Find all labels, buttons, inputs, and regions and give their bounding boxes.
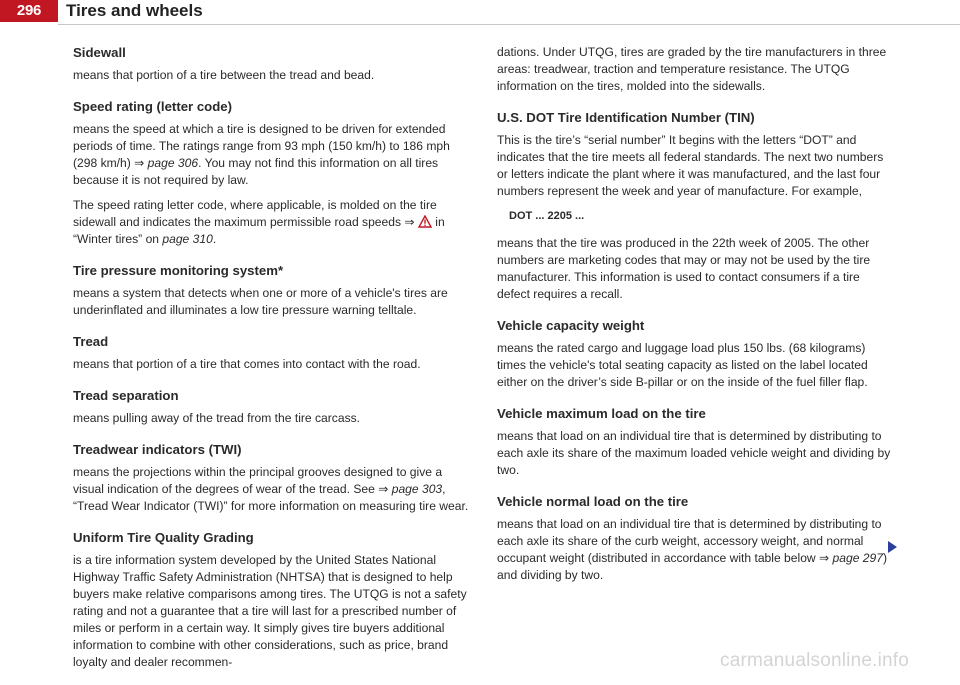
glossary-entry-tread-separation — [73, 387, 471, 427]
glossary-entry-utqg-continued — [497, 44, 895, 95]
entry-heading: Tread separation — [73, 388, 179, 403]
entry-heading: Vehicle capacity weight — [497, 318, 645, 333]
entry-text: means that load on an individual tire that is determined by distributing to each axle its share of the curb weight, accessory weight, and normal occupant weight (distributed in accordance with table below ⇒ page 297) and dividing by two. — [497, 517, 887, 582]
glossary-entry-tin — [497, 109, 895, 303]
entry-heading: Uniform Tire Quality Grading — [73, 530, 254, 545]
page-link[interactable]: page 303 — [391, 482, 443, 496]
header-rule — [58, 24, 960, 25]
entry-text: The speed rating letter code, where applicable, is molded on the tire sidewall and indicates the maximum permissible road speeds ⇒ in “Winter tires” on page 310. — [73, 198, 445, 246]
glossary-entry-vehicle-normal-load — [497, 493, 895, 584]
watermark: carmanualsonline.info — [720, 650, 910, 671]
right-column — [497, 44, 895, 598]
entry-text: means that portion of a tire that comes into contact with the road. — [73, 357, 421, 371]
glossary-entry-vehicle-capacity-weight — [497, 317, 895, 391]
page-link[interactable]: page 297 — [832, 551, 883, 565]
entry-text: means that portion of a tire between the tread and bead. — [73, 68, 375, 82]
page-link[interactable]: page 306 — [147, 156, 199, 170]
entry-text: dations. Under UTQG, tires are graded by the tire manufacturers in three areas: treadwear, traction and temperature resistance. The UTQG information on the tires, molded into the sidewalls. — [497, 45, 887, 93]
glossary-entry-tpms — [73, 262, 471, 319]
entry-text: means the speed at which a tire is designed to be driven for extended periods of time. The ratings range from 93 mph (150 km/h) to 186 mph (298 km/h) ⇒ page 306. You may not find this information on all tires because it is not required by law. — [73, 122, 450, 187]
entry-text: means that the tire was produced in the 22th week of 2005. The other numbers are marketing codes that may or may not be used by the tire manufacturer. This information is used to contact consumers if a tire defect requires a recall. — [497, 236, 871, 301]
warning-triangle-icon — [418, 215, 432, 228]
entry-heading: Tire pressure monitoring system* — [73, 263, 284, 278]
glossary-entry-sidewall — [73, 44, 471, 84]
entry-heading: Speed rating (letter code) — [73, 99, 233, 114]
entry-text: This is the tire’s “serial number” It begins with the letters “DOT” and indicates that the tire meets all federal standards. The next two numbers or letters indicate the plant where it was manufactured, and the last four numbers represent the week and year of manufacture. For example, — [497, 133, 884, 198]
glossary-entry-tread — [73, 333, 471, 373]
page-link[interactable]: page 310 — [162, 232, 213, 246]
chapter-title: Tires and wheels — [66, 1, 203, 20]
entry-heading: Vehicle normal load on the tire — [497, 494, 689, 509]
entry-text: is a tire information system developed by the United States National Highway Traffic Safety Administration (NHTSA) that is designed to help buyers make relative comparisons among tires. The UTQG is not a safety rating and not a guarantee that a tire will last for a prescribed number of miles or perform in a certain way. It simply gives tire buyers additional information to combine with other considerations, such as price, brand loyalty and dealer recommen- — [73, 553, 467, 669]
continue-arrow-icon — [888, 541, 897, 553]
entry-heading: Tread — [73, 334, 109, 349]
entry-text: means that load on an individual tire that is determined by distributing to each axle its share of the maximum loaded vehicle weight and dividing by two. — [497, 429, 891, 477]
page-header — [0, 0, 960, 26]
entry-heading: Sidewall — [73, 45, 126, 60]
dot-example: DOT ... 2205 ... — [509, 210, 585, 222]
left-column — [73, 44, 471, 685]
entry-heading: Vehicle maximum load on the tire — [497, 406, 706, 421]
glossary-entry-utqg — [73, 529, 471, 671]
glossary-entry-twi — [73, 441, 471, 515]
glossary-entry-speed-rating — [73, 98, 471, 248]
entry-text: means a system that detects when one or more of a vehicle's tires are underinflated and illuminates a low tire pressure warning telltale. — [73, 286, 448, 317]
entry-text: means the projections within the principal grooves designed to give a visual indication of the degrees of wear of the tread. See ⇒ page 303, “Tread Wear Indicator (TWI)” for more information on measuring tire wear. — [73, 465, 469, 513]
entry-text: means the rated cargo and luggage load plus 150 lbs. (68 kilograms) times the vehicle's total seating capacity as listed on the label located either on the driver’s side B-pillar or on the inside of the fuel filler flap. — [497, 341, 868, 389]
entry-heading: Treadwear indicators (TWI) — [73, 442, 242, 457]
glossary-entry-vehicle-max-load — [497, 405, 895, 479]
page-number: 296 — [0, 0, 58, 22]
entry-heading: U.S. DOT Tire Identification Number (TIN) — [497, 110, 755, 125]
entry-text: means pulling away of the tread from the tire carcass. — [73, 411, 361, 425]
